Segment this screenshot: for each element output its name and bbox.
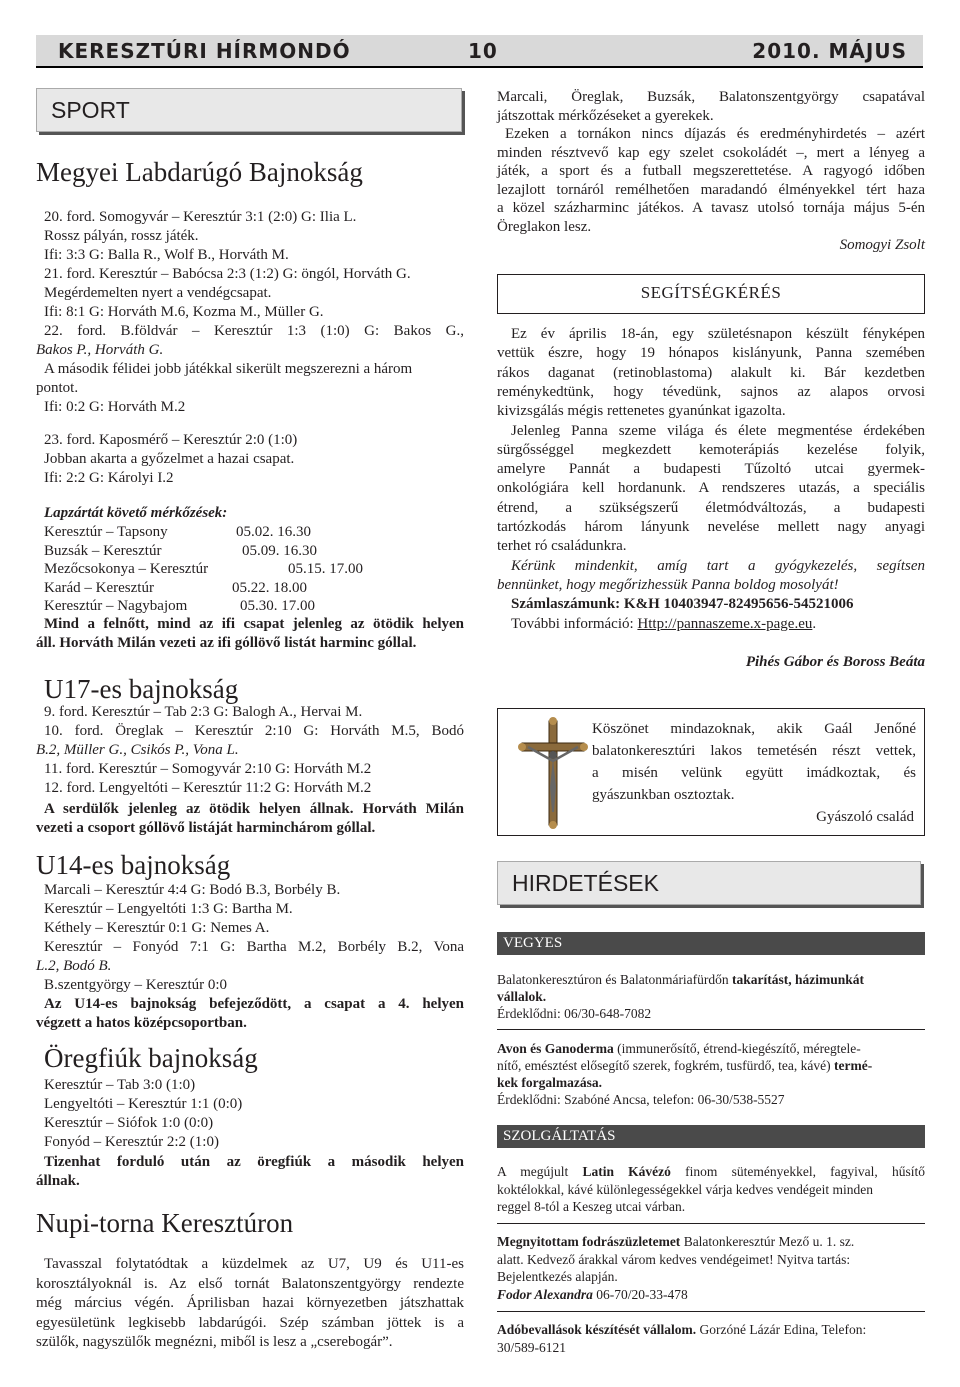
- result-line: L.2, Bodó B.: [36, 958, 112, 974]
- paragraph-line: terhet ró családunkra.: [497, 538, 627, 555]
- paragraph-line: bennünket, hogy megőrizhessük Panna boldog mosolyát!: [497, 576, 839, 593]
- schedule-row: [44, 560, 363, 579]
- segitsegkeres-title-box: [497, 274, 925, 314]
- obituary-line: gyászunkban osztoztak.: [592, 787, 735, 803]
- ad-contact: Érdeklődni: 06/30-648-7082: [497, 1006, 652, 1021]
- youth-result: Ifi: 8:1 G: Horváth M.6, Kozma M., Müller G.: [44, 304, 324, 320]
- ad-highlight: takarítást, házimunkát: [732, 972, 865, 987]
- paragraph-line: Jelenleg Panna szeme világa és élete megmentése érdekében: [511, 422, 925, 439]
- result-line: B.szentgyörgy – Keresztúr 0:0: [44, 977, 228, 993]
- paragraph-line: étrend, a szükségszerű életmódváltozás, a budapesti: [497, 499, 925, 516]
- result-line: Kéthely – Keresztúr 0:1 G: Nemes A.: [44, 920, 270, 936]
- paragraph-line: Öreglakon lesz.: [497, 218, 592, 235]
- paragraph-line: minden résztvevő kap egy szelet csokoládét –, mert a lényeg a: [497, 144, 925, 161]
- paragraph-line: játék, a sport és a futball megszerettetése. A ragyogó időben: [497, 163, 925, 179]
- paragraph-line: Ez év április 18-án, egy születésnapon készült fényképen: [511, 326, 925, 342]
- result-line: Marcali – Keresztúr 4:4 G: Bodó B.3, Borbély B.: [44, 882, 341, 898]
- result-line: B.2, Müller G., Csikós P., Vona L.: [36, 742, 239, 758]
- paragraph-line: játszottak mérkőzéseket a gyerekek.: [497, 107, 714, 124]
- paragraph-line: még március végén. Áprilisban hazai környezetben játszhattak: [36, 1295, 464, 1311]
- ad-highlight: termé-: [834, 1058, 873, 1073]
- summary-cont: vezeti a csoport góllövő listáját harminchárom góllal.: [36, 820, 376, 836]
- ad-highlight: Megnyitottam fodrászüzletemet: [497, 1234, 681, 1249]
- ad-highlight: Avon és Ganoderma: [497, 1041, 614, 1056]
- ad-contact: Érdeklődni: Szabóné Ancsa, telefon: 06-30/538-5527: [497, 1092, 785, 1107]
- section-title: HIRDETÉSEK: [512, 870, 659, 896]
- result-20: 20. ford. Somogyvár – Keresztúr 3:1 (2:0) G: Ilia L.: [44, 209, 357, 225]
- result-line: Fonyód – Keresztúr 2:2 (1:0): [44, 1134, 219, 1150]
- youth-result: Ifi: 0:2 G: Horváth M.2: [44, 399, 186, 415]
- note: Megérdemelten nyert a vendégcsapat.: [44, 285, 272, 301]
- ad-highlight: Adóbevallások készítését vállalom.: [497, 1322, 697, 1337]
- summary-cont: áll. Horváth Milán vezeti az ifi góllövő listát harminc góllal.: [36, 635, 417, 651]
- section-title: SPORT: [51, 97, 130, 123]
- ad-text: finom süteményekkel, fagyival, hűsítő: [670, 1164, 925, 1179]
- paragraph-line: Tavasszal folytatódtak a küzdelmek az U7, U9 és U11-es: [44, 1256, 464, 1272]
- ad-line: reggel 8-tól a Keszeg utcai várban.: [497, 1199, 686, 1214]
- page-header: [36, 35, 923, 68]
- paragraph-line: tartózkodás három lányunk nevelése mellett nagy anyagi: [497, 519, 925, 535]
- result-22: 22. ford. B.földvár – Keresztúr 1:3 (1:0) G: Bakos G.,: [44, 323, 464, 339]
- ad-line: alatt. Kedvező árakkal várom kedves vendégeimet! Nyitva tartás:: [497, 1251, 851, 1267]
- issue-date: 2010. MÁJUS: [752, 39, 907, 63]
- result-line: Keresztúr – Tab 3:0 (1:0): [44, 1077, 196, 1093]
- ad-line: vállalok.: [497, 989, 547, 1004]
- paragraph-line: rákos daganat (retinoblastoma) alakult ki. Bár kezdetben: [497, 364, 925, 381]
- ad-line: [497, 1163, 925, 1181]
- bank-account: Számlaszámunk: K&H 10403947-82495656-54521006: [511, 596, 854, 613]
- article-title-nupi: Nupi-torna Keresztúron: [36, 1208, 294, 1238]
- result-21: 21. ford. Keresztúr – Babócsa 2:3 (1:2) G: öngól, Horváth G.: [44, 266, 411, 282]
- section-title: SEGÍTSÉGKÉRÉS: [640, 283, 782, 302]
- result-line: 10. ford. Öreglak – Keresztúr 2:10 G: Horváth M.5, Bodó: [44, 723, 464, 739]
- schedule-date: 05.22. 18.00: [232, 579, 307, 596]
- ad-line: [497, 1040, 861, 1057]
- paragraph-line: amelyre Pannát a budapesti Tűzoltó utcai gyermek-: [497, 461, 925, 478]
- article-title-oregfiuk: Öregfiúk bajnokság: [44, 1043, 258, 1073]
- ad-text: Balatonkeresztúron és Balatonmáriafürdőn: [497, 972, 733, 987]
- ad-line: kek forgalmazása.: [497, 1075, 602, 1090]
- ad-highlight: Latin Kávézó: [582, 1164, 671, 1179]
- note: Rossz pályán, rossz játék.: [44, 228, 199, 244]
- ad-text: A megújult: [497, 1164, 583, 1179]
- summary: Az U14-es bajnokság befejeződött, a csapat a 4. helyen: [44, 996, 464, 1012]
- ad-line: [497, 971, 864, 988]
- article-title-u14: U14-es bajnokság: [36, 850, 231, 880]
- schedule-match: Karád – Keresztúr: [44, 579, 154, 596]
- result-line: 12. ford. Lengyeltóti – Keresztúr 11:2 G: Horváth M.2: [44, 780, 372, 796]
- divider: [497, 1223, 925, 1224]
- schedule-row: [44, 523, 311, 542]
- ad-highlight: Fodor Alexandra: [497, 1286, 593, 1302]
- note-cont: pontot.: [36, 380, 79, 396]
- ad-text: nítő, emésztést elősegítő szerek, fogkrém, tusfürdő, tea, kávé): [497, 1058, 835, 1073]
- result-line: Keresztúr – Fonyód 7:1 G: Bartha M.2, Borbély B.2, Vona: [44, 939, 464, 955]
- author: Somogyi Zsolt: [839, 237, 925, 253]
- ad-line: [497, 1286, 688, 1304]
- crucifix-icon: [516, 717, 590, 829]
- schedule-match: Mezőcsokonya – Keresztúr: [44, 561, 209, 577]
- info-link[interactable]: Http://pannaszeme.x-page.eu: [637, 615, 813, 632]
- summary: Mind a felnőtt, mind az ifi csapat jelenleg az ötödik helyen: [44, 616, 464, 632]
- category-title: SZOLGÁLTATÁS: [503, 1128, 616, 1144]
- summary-cont: állnak.: [36, 1173, 80, 1189]
- ad-contact: 06-70/20-33-478: [592, 1286, 688, 1302]
- summary: A serdülők jelenleg az ötödik helyen állnak. Horváth Milán: [44, 801, 464, 817]
- paragraph-line: Ezeken a tornákon nincs díjazás és eredményhirdetés – azért: [505, 126, 925, 142]
- paragraph-line: Kérünk mindenkit, amíg tart a gyógykezelés, segítsen: [511, 557, 925, 574]
- ad-line: [497, 1057, 872, 1074]
- article-title-u17: U17-es bajnokság: [44, 674, 239, 704]
- paragraph-line: a közel százharminc játékos. A tavasz utolsó tornája május 5-én: [497, 200, 925, 216]
- summary-cont: végzett a hatos középcsoportban.: [36, 1015, 247, 1031]
- summary: Tizenhat forduló után az öregfiúk a második helyen: [44, 1154, 464, 1170]
- section-box-hirdetesek: [497, 861, 921, 905]
- schedule-date: 05.09. 16.30: [242, 542, 317, 559]
- result-23: 23. ford. Kaposmérő – Keresztúr 2:0 (1:0): [44, 432, 298, 448]
- youth-result: Ifi: 3:3 G: Balla R., Wolf B., Horváth M.: [44, 247, 289, 263]
- more-info: [511, 615, 816, 634]
- note: A második félidei jobb játékkal sikerült megszerezni a három: [44, 361, 413, 377]
- obituary-signature: Gyászoló család: [816, 809, 914, 825]
- obituary-line: a misén velünk együtt imádkoztak, és: [592, 765, 916, 781]
- ad-line: koktélokkal, kávé különlegességekkel várja kedves vendégeit minden: [497, 1181, 874, 1197]
- divider: [497, 1029, 925, 1030]
- paragraph-line: egyesületünk legkisebb labdarúgói. Szép számban jöttek is a: [36, 1314, 464, 1331]
- schedule-match: Keresztúr – Tapsony: [44, 524, 168, 540]
- result-line: Keresztúr – Siófok 1:0 (0:0): [44, 1115, 214, 1131]
- result-line: Keresztúr – Lengyeltóti 1:3 G: Bartha M.: [44, 901, 293, 917]
- obituary-box: [497, 708, 925, 836]
- paragraph-line: reménykedtünk, hogy tévedünk, sajnos az alapos orvosi: [497, 383, 925, 400]
- schedule-row: [44, 542, 317, 561]
- obituary-line: Köszönet mindazoknak, akik Gaál Jenőné: [592, 721, 916, 737]
- schedule-title: Lapzártát követő mérkőzések:: [44, 505, 228, 521]
- ad-text: Balatonkeresztúr Mező u. 1. sz.: [680, 1234, 855, 1249]
- paragraph-line: vettük észre, hogy 19 hónapos kislányunk, Panna szemében: [497, 345, 925, 362]
- punct: .: [812, 615, 817, 632]
- result-line: Lengyeltóti – Keresztúr 1:1 (0:0): [44, 1096, 243, 1112]
- author: Pihés Gábor és Boross Beáta: [745, 654, 925, 670]
- section-box-sport: [36, 88, 462, 132]
- schedule-date: 05.30. 17.00: [240, 598, 315, 614]
- page-number: 10: [468, 39, 498, 63]
- paragraph-line: szülők, nagyszülők megnézni, miből is lesz a „cserebogár”.: [36, 1334, 393, 1350]
- ad-contact: 30/589-6121: [497, 1339, 566, 1355]
- paragraph-line: onkológiára kell hordanunk. A rendszeres utazás, a speciális: [497, 480, 925, 497]
- article-title-megyei: Megyei Labdarúgó Bajnokság: [36, 157, 363, 187]
- schedule-date: 05.15. 17.00: [288, 561, 363, 577]
- obituary-line: balatonkeresztúri lakos temetésén részt vettek,: [592, 743, 916, 759]
- ad-line: Bejelentkezés alapján.: [497, 1269, 618, 1284]
- scorers: Bakos P., Horváth G.: [36, 342, 164, 358]
- paragraph-line: lezajlott tornáról remélhetően maradandó élményekkel tért haza: [497, 181, 925, 198]
- paragraph-line: kivizsgálás mégis rettenetes gyanúnkat igazolta.: [497, 403, 786, 420]
- ad-line: [497, 1321, 866, 1339]
- note: Jobban akarta a győzelmet a hazai csapat.: [44, 451, 295, 467]
- youth-result: Ifi: 2:2 G: Károlyi I.2: [44, 470, 174, 486]
- result-line: 11. ford. Keresztúr – Somogyvár 2:10 G: Horváth M.2: [44, 761, 372, 777]
- schedule-match: Keresztúr – Nagybajom: [44, 598, 188, 614]
- result-line: 9. ford. Keresztúr – Tab 2:3 G: Balogh A., Hervai M.: [44, 704, 363, 720]
- schedule-row: [44, 579, 307, 598]
- paragraph-line: korosztályoknál is. Az első tornát Balatonszentgyörgy rendezte: [36, 1275, 464, 1292]
- schedule-match: Buzsák – Keresztúr: [44, 542, 162, 559]
- category-bar-szolgaltatas: [497, 1125, 925, 1148]
- newspaper-title: KERESZTÚRI HÍRMONDÓ: [58, 39, 351, 63]
- category-bar-vegyes: [497, 932, 925, 955]
- paragraph-line: sürgősséggel megkezdett kemoterápiás kezelése folyik,: [497, 441, 925, 458]
- more-info-label: További információ:: [511, 615, 638, 632]
- category-title: VEGYES: [503, 935, 563, 951]
- ad-line: [497, 1233, 854, 1251]
- paragraph-line: Marcali, Öreglak, Buzsák, Balatonszentgyörgy csapatával: [497, 89, 925, 105]
- ad-text: (immunerősítő, étrend-kiegészítő, méregtele-: [613, 1041, 861, 1056]
- schedule-date: 05.02. 16.30: [236, 524, 311, 540]
- divider: [497, 1311, 925, 1312]
- schedule-row: [44, 597, 315, 616]
- ad-text: Gorzóné Lázár Edina, Telefon:: [696, 1322, 867, 1337]
